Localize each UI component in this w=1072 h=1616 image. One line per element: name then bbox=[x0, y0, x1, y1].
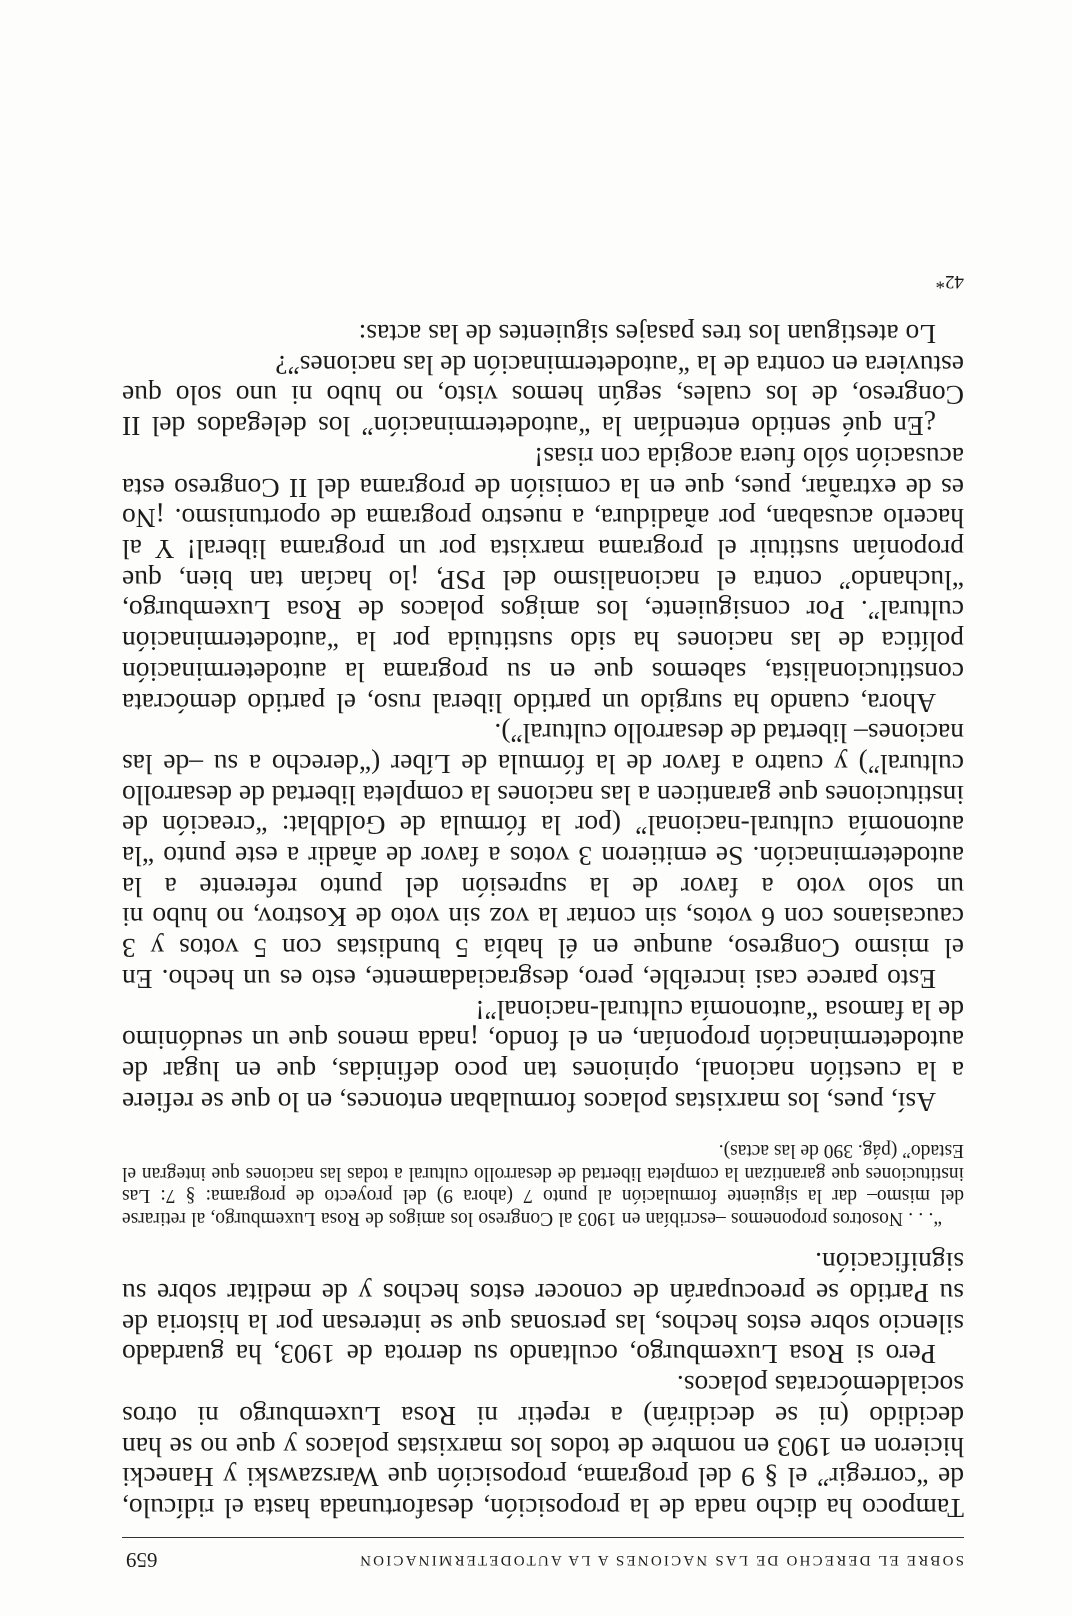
paragraph-2: Pero si Rosa Luxemburgo, ocultando su derrota de 1903, ha guardado silencio sobre estos hechos, las personas que se interesan por la historia de su Partido se preocuparán de conocer estos hechos y de meditar sobre su significación. bbox=[122, 1247, 964, 1371]
running-head bbox=[122, 1537, 964, 1578]
page-content bbox=[122, 270, 964, 1578]
footnote-marker: 42* bbox=[935, 271, 964, 293]
page-number: 659 bbox=[126, 1548, 158, 1572]
paragraph-4: Esto parece casi increíble, pero, desgraciadamente, esto es un hecho. En el mismo Congreso, aunque en él había 5 bundistas con 5 votos y 3 caucasianos con 6 votos, sin contar la voz sin voto de Kostrov, no hubo ni un solo voto a favor de la supresión del punto referente a la autodeterminación. Se emitieron 3 votos a favor de añadir a este punto “la autonomía cultural-nacional” (por la fórmula de Goldblat: “creación de instituciones que garanticen a las naciones la completa libertad de desarrollo cultural”) y cuatro a favor de la fórmula de Líber (“derecho a su –de las naciones– libertad de desarrollo cultural”). bbox=[122, 718, 964, 995]
paragraph-5: Ahora, cuando ha surgido un partido liberal ruso, el partido demócrata constitucionalista, sabemos que en su programa la autodeterminación política de las naciones ha sido sustituida por la “autodeterminación cultural”. Por consiguiente, los amigos polacos de Rosa Luxemburgo, “luchando” contra el nacionalismo del PSP, ¡lo hacían tan bien, que proponían sustituir el programa marxista por un programa liberal! Y al hacerlo acusaban, por añadidura, a nuestro programa de oportunismo. ¡No es de extrañar, pues, que en la comisión de programa del II Congreso esta acusación sólo fuera acogida con risas! bbox=[122, 441, 964, 719]
block-quote: “. . . Nosotros proponemos –escribían en 1903 al Congreso los amigos de Rosa Luxemburgo, al retirarse del mismo– dar la siguiente formulación al punto 7 (ahora 9) del proyecto de programa: § 7: Las instituciones que garantizan la completa libertad de desarrollo cultural a todas las naciones que integran el Estado” (pág. 390 de las actas). bbox=[122, 1140, 964, 1229]
paragraph-3: Así, pues, los marxistas polacos formulaban entonces, en lo que se refiere a la cuestión nacional, opiniones tan poco definidas, que en lugar de autodeterminación proponían, en el fondo, ¡nada menos que un seudónimo de la famosa “autonomía cultural-nacional”! bbox=[122, 994, 964, 1118]
paragraph-7: Lo atestiguan los tres pasajes siguientes de las actas: bbox=[358, 319, 936, 351]
paragraph-6: ¿En qué sentido entendían la “autodeterminación” los delegados del II Congreso, de los cuales, según hemos visto, no hubo ni uno solo que estuviera en contra de la “autodeterminación de las naciones”? bbox=[122, 349, 964, 443]
paragraph-1: Tampoco ha dicho nada de la proposición, desafortunada hasta el ridículo, de “corregir” el § 9 del programa, proposición que Warszawski y Hanecki hicieron en 1903 en nombre de todos los marxistas polacos y que no se han decidido (ni se decidirán) a repetir ni Rosa Luxemburgo ni otros socialdemócratas polacos. bbox=[122, 1370, 964, 1524]
running-title: SOBRE EL DERECHO DE LAS NACIONES A LA AUTODETERMINACION bbox=[357, 1552, 964, 1568]
